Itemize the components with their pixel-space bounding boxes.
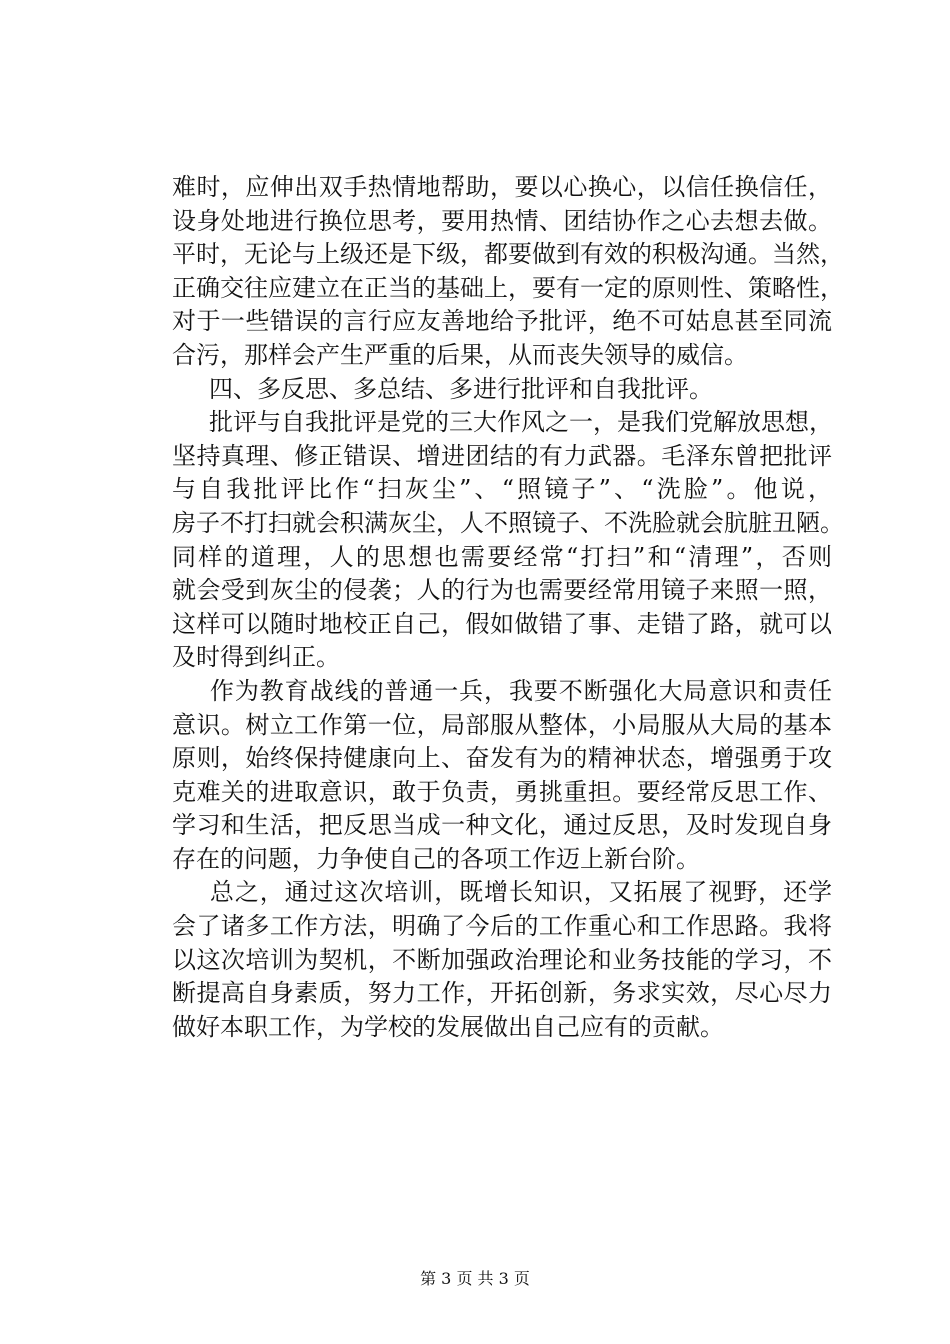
text-line: 与自我批评比作“扫灰尘”、“照镜子”、“洗脸”。他说，: [172, 475, 832, 504]
text-line: 房子不打扫就会积满灰尘，人不照镜子、不洗脸就会肮脏丑陋。: [172, 508, 844, 537]
text-line: 学习和生活，把反思当成一种文化，通过反思，及时发现自身: [172, 811, 832, 840]
text-line: 就会受到灰尘的侵袭；人的行为也需要经常用镜子来照一照，: [172, 576, 832, 605]
text-line: 这样可以随时地校正自己，假如做错了事、走错了路，就可以: [172, 609, 832, 638]
text-line: 作为教育战线的普通一兵，我要不断强化大局意识和责任: [185, 676, 832, 705]
section-heading: 四、多反思、多总结、多进行批评和自我批评。: [185, 374, 713, 403]
text-line: 意识。树立工作第一位，局部服从整体，小局服从大局的基本: [172, 710, 832, 739]
text-line: 合污，那样会产生严重的后果，从而丧失领导的威信。: [172, 340, 748, 369]
text-line: 坚持真理、修正错误、增进团结的有力武器。毛泽东曾把批评: [172, 441, 832, 470]
text-line: 难时，应伸出双手热情地帮助，要以心换心，以信任换信任，: [172, 173, 832, 201]
text-line: 原则，始终保持健康向上、奋发有为的精神状态，增强勇于攻: [172, 744, 832, 773]
text-line: 存在的问题，力争使自己的各项工作迈上新台阶。: [172, 844, 700, 873]
text-line: 批评与自我批评是党的三大作风之一，是我们党解放思想，: [185, 408, 833, 437]
text-line: 总之，通过这次培训，既增长知识，又拓展了视野，还学: [185, 878, 832, 907]
text-line: 设身处地进行换位思考，要用热情、团结协作之心去想去做。: [172, 206, 832, 235]
text-line: 做好本职工作，为学校的发展做出自己应有的贡献。: [172, 1012, 724, 1041]
document-body: [172, 171, 844, 1044]
text-line: 正确交往应建立在正当的基础上，要有一定的原则性、策略性，: [172, 273, 844, 302]
text-line: 克难关的进取意识，敢于负责，勇挑重担。要经常反思工作、: [172, 777, 832, 806]
text-line: 会了诸多工作方法，明确了今后的工作重心和工作思路。我将: [172, 912, 832, 941]
text-line: 断提高自身素质，努力工作，开拓创新，务求实效，尽心尽力: [172, 979, 832, 1008]
text-line: 对于一些错误的言行应友善地给予批评，绝不可姑息甚至同流: [172, 307, 832, 336]
text-line: 以这次培训为契机，不断加强政治理论和业务技能的学习，不: [172, 945, 832, 974]
text-line: 平时，无论与上级还是下级，都要做到有效的积极沟通。当然，: [172, 240, 844, 269]
text-line: 及时得到纠正。: [172, 643, 340, 672]
page-number-footer: 第 3 页 共 3 页: [420, 1269, 530, 1288]
text-line: 同样的道理，人的思想也需要经常“打扫”和“清理”，否则: [172, 542, 832, 571]
